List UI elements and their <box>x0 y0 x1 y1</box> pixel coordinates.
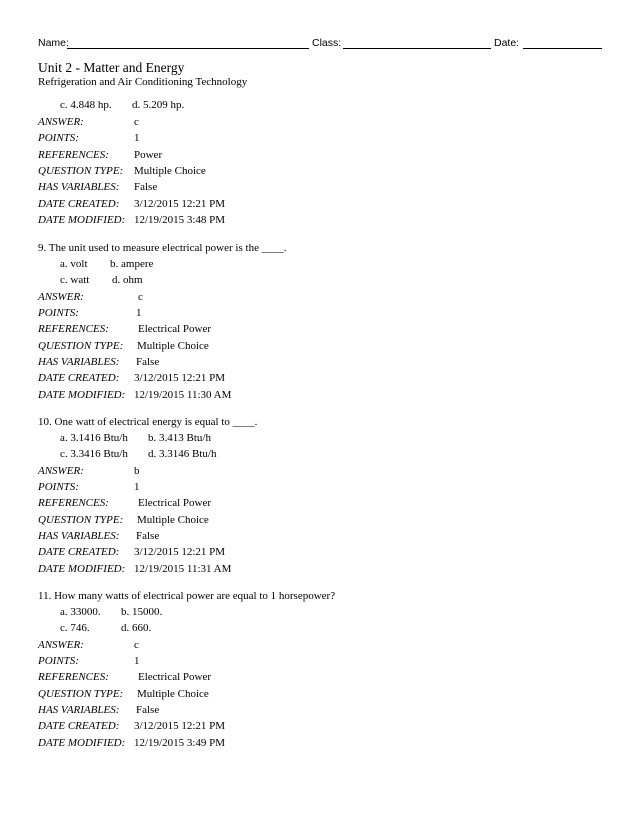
option-d: d. 5.209 hp. <box>132 99 185 111</box>
option-c: c. 746. <box>60 622 90 634</box>
points-value: 1 <box>136 307 142 319</box>
date-blank-line <box>523 48 602 49</box>
has-variables-value: False <box>136 356 160 368</box>
date-created-label: DATE CREATED: <box>38 198 120 210</box>
option-b: b. 3.413 Btu/h <box>148 432 211 444</box>
points-value: 1 <box>134 655 140 667</box>
option-a: a. volt <box>60 258 88 270</box>
has-variables-value: False <box>134 181 158 193</box>
option-c: c. watt <box>60 274 90 286</box>
name-blank-line <box>67 48 309 49</box>
question-text: 9. The unit used to measure electrical power is the ____. <box>38 242 287 254</box>
date-created-label: DATE CREATED: <box>38 372 120 384</box>
name-label: Name: <box>38 37 69 49</box>
date-created-value: 3/12/2015 12:21 PM <box>134 198 226 210</box>
date-created-value: 3/12/2015 12:21 PM <box>134 720 226 732</box>
date-modified-value: 12/19/2015 11:30 AM <box>134 389 232 401</box>
option-b: b. ampere <box>110 258 154 270</box>
option-b: b. 15000. <box>121 606 163 618</box>
has-variables-value: False <box>136 530 160 542</box>
question-type-label: QUESTION TYPE: <box>38 165 124 177</box>
has-variables-label: HAS VARIABLES: <box>38 704 120 716</box>
references-value: Electrical Power <box>138 497 211 509</box>
points-label: POINTS: <box>38 132 79 144</box>
question-type-label: QUESTION TYPE: <box>38 514 124 526</box>
references-label: REFERENCES: <box>38 323 109 335</box>
references-label: REFERENCES: <box>38 671 109 683</box>
answer-value: c <box>138 291 143 303</box>
references-value: Electrical Power <box>138 323 211 335</box>
date-modified-label: DATE MODIFIED: <box>38 214 126 226</box>
has-variables-label: HAS VARIABLES: <box>38 530 120 542</box>
has-variables-value: False <box>136 704 160 716</box>
references-value: Electrical Power <box>138 671 211 683</box>
date-modified-label: DATE MODIFIED: <box>38 737 126 749</box>
option-d: d. ohm <box>112 274 143 286</box>
question-text: 11. How many watts of electrical power are equal to 1 horsepower? <box>38 590 336 602</box>
question-type-value: Multiple Choice <box>137 340 209 352</box>
question-type-value: Multiple Choice <box>134 165 206 177</box>
option-c: c. 4.848 hp. <box>60 99 112 111</box>
date-created-label: DATE CREATED: <box>38 546 120 558</box>
header-fields <box>38 37 602 53</box>
has-variables-label: HAS VARIABLES: <box>38 181 120 193</box>
date-created-value: 3/12/2015 12:21 PM <box>134 546 226 558</box>
points-value: 1 <box>134 481 140 493</box>
points-value: 1 <box>134 132 140 144</box>
question-type-label: QUESTION TYPE: <box>38 340 124 352</box>
question-type-value: Multiple Choice <box>137 514 209 526</box>
answer-value: b <box>134 465 140 477</box>
option-a: a. 33000. <box>60 606 101 618</box>
page-subtitle: Refrigeration and Air Conditioning Technology <box>38 76 248 88</box>
has-variables-label: HAS VARIABLES: <box>38 356 120 368</box>
class-blank-line <box>343 48 491 49</box>
answer-value: c <box>134 639 139 651</box>
date-label: Date: <box>494 37 520 49</box>
answer-label: ANSWER: <box>38 291 84 303</box>
date-modified-label: DATE MODIFIED: <box>38 563 126 575</box>
date-created-value: 3/12/2015 12:21 PM <box>134 372 226 384</box>
page-title: Unit 2 - Matter and Energy <box>38 60 185 75</box>
date-created-label: DATE CREATED: <box>38 720 120 732</box>
date-modified-value: 12/19/2015 11:31 AM <box>134 563 232 575</box>
answer-label: ANSWER: <box>38 116 84 128</box>
option-d: d. 660. <box>121 622 152 634</box>
points-label: POINTS: <box>38 481 79 493</box>
date-modified-value: 12/19/2015 3:49 PM <box>134 737 226 749</box>
option-c: c. 3.3416 Btu/h <box>60 448 128 460</box>
date-modified-value: 12/19/2015 3:48 PM <box>134 214 226 226</box>
answer-label: ANSWER: <box>38 465 84 477</box>
answer-value: c <box>134 116 139 128</box>
question-type-value: Multiple Choice <box>137 688 209 700</box>
option-a: a. 3.1416 Btu/h <box>60 432 128 444</box>
points-label: POINTS: <box>38 307 79 319</box>
question-type-label: QUESTION TYPE: <box>38 688 124 700</box>
class-label: Class: <box>312 37 342 49</box>
references-value: Power <box>134 149 163 161</box>
question-text: 10. One watt of electrical energy is equal to ____. <box>38 416 258 428</box>
date-modified-label: DATE MODIFIED: <box>38 389 126 401</box>
answer-label: ANSWER: <box>38 639 84 651</box>
references-label: REFERENCES: <box>38 149 109 161</box>
references-label: REFERENCES: <box>38 497 109 509</box>
option-d: d. 3.3146 Btu/h <box>148 448 217 460</box>
points-label: POINTS: <box>38 655 79 667</box>
